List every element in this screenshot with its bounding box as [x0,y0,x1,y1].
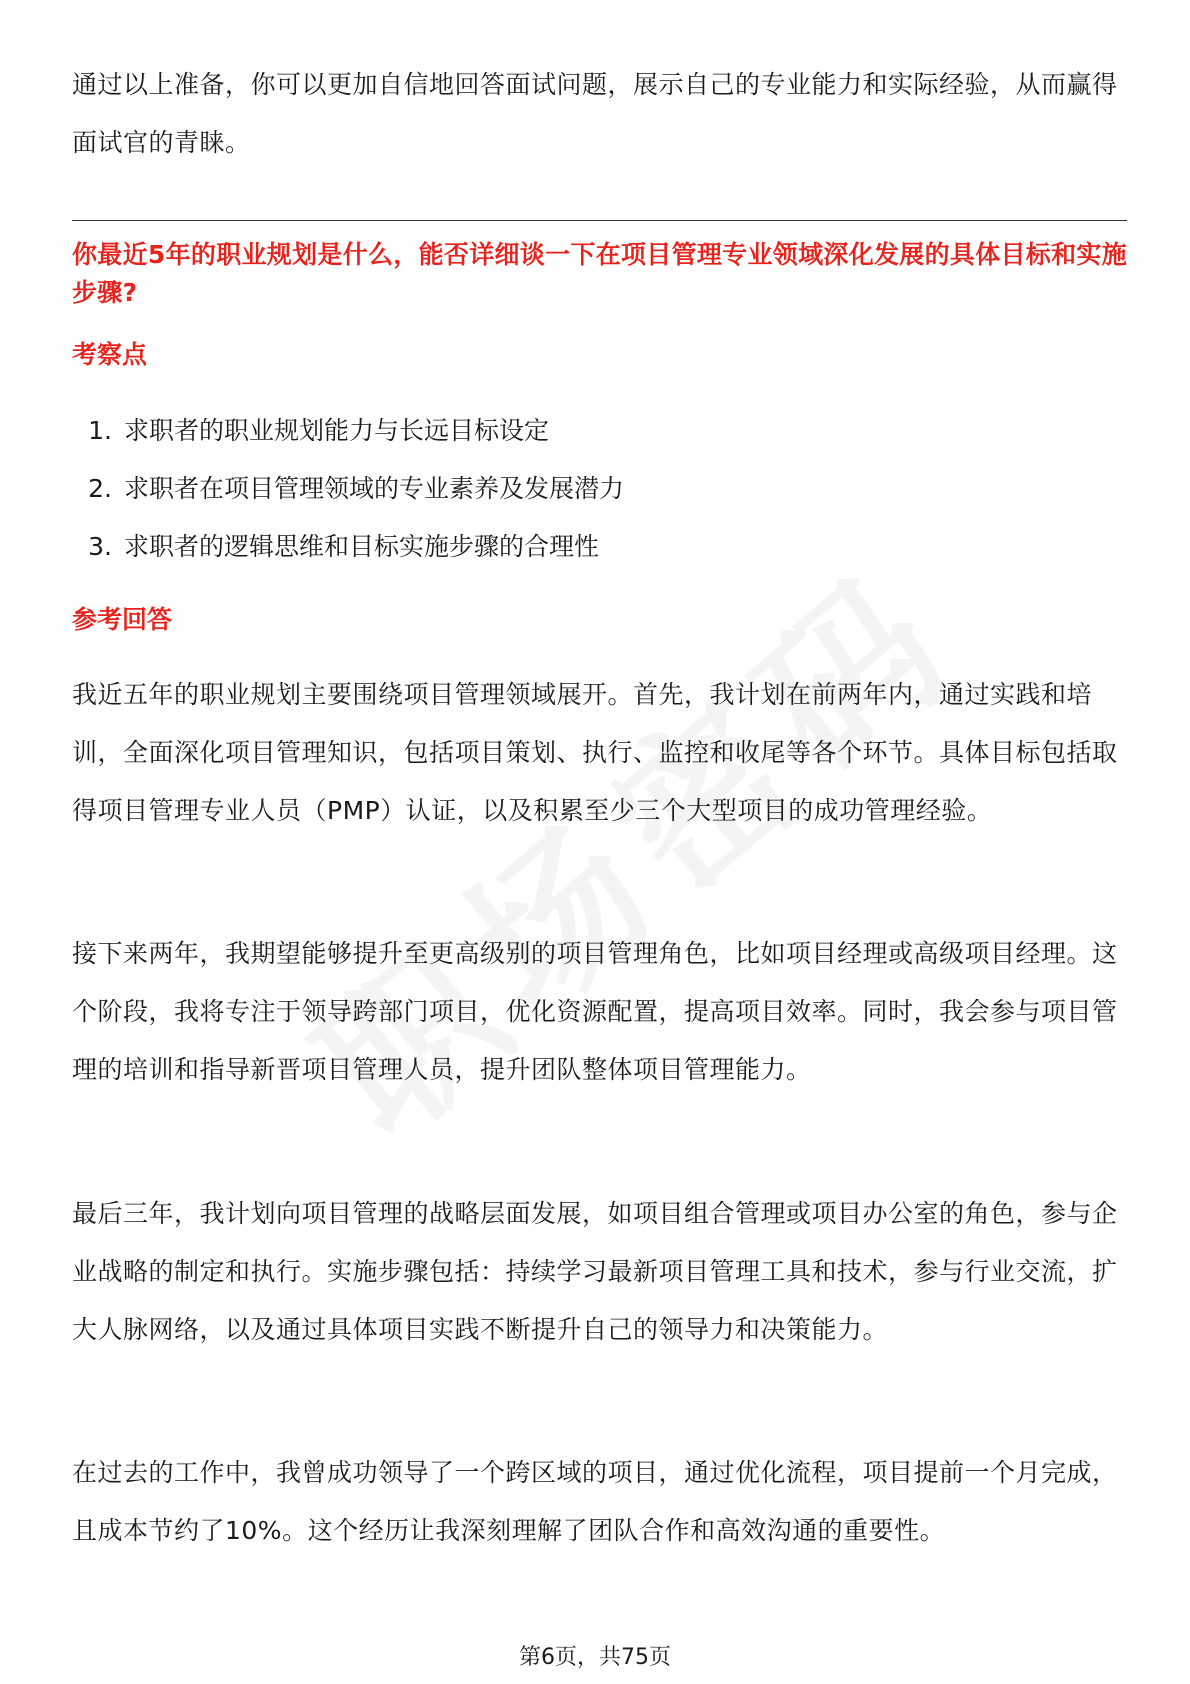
page-number-footer: 第6页，共75页 [519,1645,671,1670]
examination-point [72,460,1127,518]
answer-paragraph-1: 我近五年的职业规划主要围绕项目管理领域展开。首先，我计划在前两年内，通过实践和培训，全面深化项目管理知识，包括项目策划、执行、监控和收尾等各个环节。具体目标包括取得项目管理专业人员（PMP）认证，以及积累至少三个大型项目的成功管理经验。 [72,680,1118,825]
list-number: 2. [88,474,112,503]
answer-paragraph-2: 接下来两年，我期望能够提升至更高级别的项目管理角色，比如项目经理或高级项目经理。这个阶段，我将专注于领导跨部门项目，优化资源配置，提高项目效率。同时，我会参与项目管理的培训和指导新晋项目管理人员，提升团队整体项目管理能力。 [72,939,1118,1084]
interview-question: 你最近5年的职业规划是什么，能否详细谈一下在项目管理专业领域深化发展的具体目标和实施步骤? [72,240,1127,307]
examination-points-list [72,402,1127,576]
reference-answer-heading: 参考回答 [72,605,173,634]
intro-paragraph: 通过以上准备，你可以更加自信地回答面试问题，展示自己的专业能力和实际经验，从而赢得面试官的青睐。 [72,70,1118,157]
examination-point [72,518,1127,576]
examination-points-heading: 考察点 [72,340,148,369]
list-number: 1. [88,416,112,445]
answer-paragraph-4: 在过去的工作中，我曾成功领导了一个跨区域的项目，通过优化流程，项目提前一个月完成，且成本节约了10%。这个经历让我深刻理解了团队合作和高效沟通的重要性。 [72,1458,1118,1545]
list-item-text: 求职者的逻辑思维和目标实施步骤的合理性 [124,532,600,561]
list-item-text: 求职者在项目管理领域的专业素养及发展潜力 [124,474,625,503]
examination-point [72,402,1127,460]
list-number: 3. [88,532,112,561]
list-item-text: 求职者的职业规划能力与长远目标设定 [124,416,550,445]
answer-paragraph-3: 最后三年，我计划向项目管理的战略层面发展，如项目组合管理或项目办公室的角色，参与企业战略的制定和执行。实施步骤包括：持续学习最新项目管理工具和技术，参与行业交流，扩大人脉网络，以及通过具体项目实践不断提升自己的领导力和决策能力。 [72,1199,1118,1344]
section-divider [72,220,1127,221]
